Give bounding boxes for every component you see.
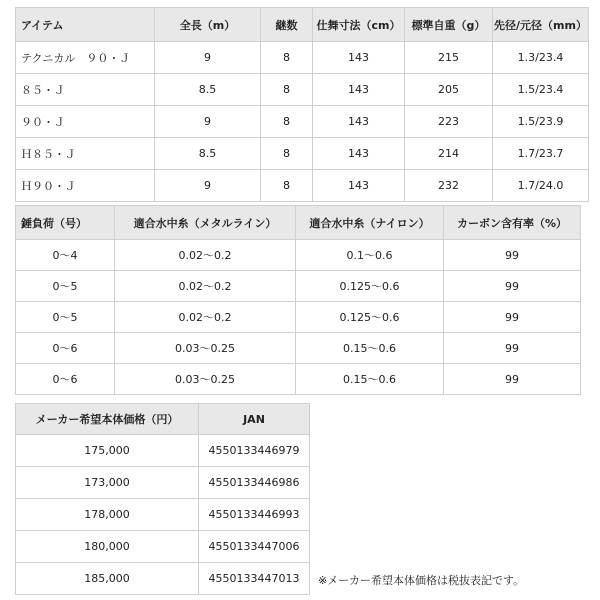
table-cell: 0.1〜0.6 xyxy=(296,240,444,271)
table-cell: 4550133446979 xyxy=(199,435,310,467)
table-cell: 0.03〜0.25 xyxy=(115,364,296,395)
table-cell: 0〜4 xyxy=(16,240,115,271)
table-row xyxy=(16,240,581,271)
table-row xyxy=(16,563,310,595)
table-row xyxy=(16,364,581,395)
table-cell: 1.7/24.0 xyxy=(493,170,589,202)
table-cell: 99 xyxy=(444,302,581,333)
table-row xyxy=(16,333,581,364)
table-cell: 4550133447013 xyxy=(199,563,310,595)
line-table xyxy=(15,205,581,395)
table-cell: 223 xyxy=(405,106,493,138)
spec-header-sections: 継数 xyxy=(261,8,313,42)
table-cell: 8 xyxy=(261,106,313,138)
table-cell: 99 xyxy=(444,240,581,271)
table-cell: 143 xyxy=(313,170,405,202)
table-cell: 0〜5 xyxy=(16,302,115,333)
table-cell: 0〜6 xyxy=(16,364,115,395)
table-cell: 1.7/23.7 xyxy=(493,138,589,170)
table-cell: 143 xyxy=(313,138,405,170)
table-cell: 8 xyxy=(261,138,313,170)
table-row xyxy=(16,499,310,531)
spec-table xyxy=(15,7,589,202)
table-cell: 0.03〜0.25 xyxy=(115,333,296,364)
spec-header-weight: 標準自重（g） xyxy=(405,8,493,42)
table-cell: 180,000 xyxy=(16,531,199,563)
spec-header-length: 全長（m） xyxy=(155,8,261,42)
table-cell: 8.5 xyxy=(155,74,261,106)
table-row xyxy=(16,467,310,499)
table-cell: 1.3/23.4 xyxy=(493,42,589,74)
table-cell: 0.125〜0.6 xyxy=(296,302,444,333)
spec-header-closed-length: 仕舞寸法（cm） xyxy=(313,8,405,42)
table-row xyxy=(16,435,310,467)
table-cell: 185,000 xyxy=(16,563,199,595)
tax-footnote: ※メーカー希望本体価格は税抜表記です。 xyxy=(318,574,525,587)
table-cell: 215 xyxy=(405,42,493,74)
table-row xyxy=(16,302,581,333)
table-cell: 0.02〜0.2 xyxy=(115,240,296,271)
table-cell: 9 xyxy=(155,106,261,138)
line-header-nylon-line: 適合水中糸（ナイロン） xyxy=(296,206,444,240)
table-cell: 143 xyxy=(313,74,405,106)
table-cell: 8.5 xyxy=(155,138,261,170)
table-row xyxy=(16,170,589,202)
table-row xyxy=(16,74,589,106)
spec-header-item: アイテム xyxy=(16,8,155,42)
spec-header-diameter: 先径/元径（mm） xyxy=(493,8,589,42)
table-row xyxy=(16,271,581,302)
table-cell: 143 xyxy=(313,42,405,74)
spec-table-header-row xyxy=(16,8,589,42)
table-row xyxy=(16,42,589,74)
table-cell: 99 xyxy=(444,271,581,302)
table-cell: 0.125〜0.6 xyxy=(296,271,444,302)
table-cell: Ｈ９０・Ｊ xyxy=(16,170,155,202)
table-cell: 4550133446986 xyxy=(199,467,310,499)
table-cell: 0.02〜0.2 xyxy=(115,302,296,333)
line-table-header-row xyxy=(16,206,581,240)
table-cell: テクニカル ９０・Ｊ xyxy=(16,42,155,74)
table-cell: 4550133447006 xyxy=(199,531,310,563)
table-cell: 8 xyxy=(261,74,313,106)
table-cell: 4550133446993 xyxy=(199,499,310,531)
table-cell: 175,000 xyxy=(16,435,199,467)
line-header-metal-line: 適合水中糸（メタルライン） xyxy=(115,206,296,240)
table-cell: ８５・Ｊ xyxy=(16,74,155,106)
table-cell: 0.02〜0.2 xyxy=(115,271,296,302)
table-cell: 1.5/23.9 xyxy=(493,106,589,138)
table-cell: 205 xyxy=(405,74,493,106)
table-cell: 1.5/23.4 xyxy=(493,74,589,106)
table-cell: 232 xyxy=(405,170,493,202)
table-cell: 214 xyxy=(405,138,493,170)
price-header-jan: JAN xyxy=(199,404,310,435)
table-cell: 178,000 xyxy=(16,499,199,531)
line-header-sinker-load: 錘負荷（号） xyxy=(16,206,115,240)
price-header-price: メーカー希望本体価格（円） xyxy=(16,404,199,435)
table-row xyxy=(16,531,310,563)
table-cell: 0〜5 xyxy=(16,271,115,302)
table-cell: 9 xyxy=(155,170,261,202)
table-cell: 8 xyxy=(261,42,313,74)
table-cell: Ｈ８５・Ｊ xyxy=(16,138,155,170)
table-cell: 173,000 xyxy=(16,467,199,499)
table-row xyxy=(16,106,589,138)
table-cell: 0〜6 xyxy=(16,333,115,364)
price-table-header-row xyxy=(16,404,310,435)
table-cell: 8 xyxy=(261,170,313,202)
table-cell: 99 xyxy=(444,333,581,364)
table-row xyxy=(16,138,589,170)
table-cell: 99 xyxy=(444,364,581,395)
price-table xyxy=(15,403,310,595)
line-header-carbon-content: カーボン含有率（%） xyxy=(444,206,581,240)
table-cell: 0.15〜0.6 xyxy=(296,333,444,364)
table-cell: 0.15〜0.6 xyxy=(296,364,444,395)
table-cell: 143 xyxy=(313,106,405,138)
table-cell: ９０・Ｊ xyxy=(16,106,155,138)
table-cell: 9 xyxy=(155,42,261,74)
